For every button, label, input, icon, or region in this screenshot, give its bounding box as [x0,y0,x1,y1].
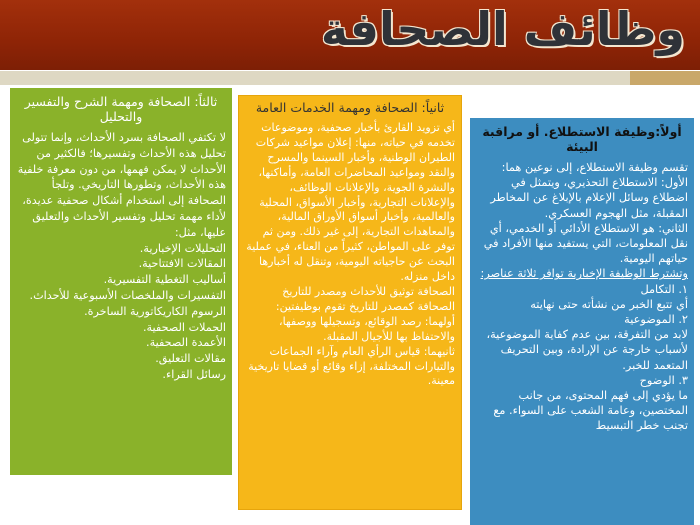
decorative-bar-accent [630,71,700,85]
text-line: أي تزويد القارئ بأخبار صحفية، وموضوعات تخدمه في حياته، منها: إعلان مواعيد شركات الطيران الوطنية، وأخبار السينما والمسرح والنقد ومواعيد المحاضرات العامة، وأماكنها، والنشرة الجوية، والإعلانات الوظائف، والإعلانات التجارية، وأخبار الأسواق، المحلية والعالمية، وأخبار أسواق الأوراق المالية، والمعاهدات التجارية، إلى غير ذلك. ومن ثم توفر على المواطن، كثيراً من العناء، في عملية البحث عن حاجياته اليومية، وتنقل له أخبارها داخل منزله. [246,121,455,284]
column-heading: أولاً:وظيفة الاستطلاع. أو مراقبة البيئة [482,124,682,154]
column-second-public-services [238,95,462,510]
column-body [476,160,688,434]
column-heading: ثالثاً: الصحافة ومهمة الشرح والتفسير والتحليل [24,94,218,124]
text-line: ٣. الوضوح [639,373,688,387]
text-line: الأعمدة الصحفية. [146,336,226,350]
column-third-explanation [10,88,232,475]
title-band [0,0,700,70]
text-line: الصحافة توثيق للأحداث ومصدر للتاريخ الصحافة كمصدر للتاريخ تقوم بوظيفتين: [275,284,455,313]
text-line: ثانيهما: قياس الرأي العام وآراء الجماعات والتيارات المختلفة، إزاء وقائع أو قضايا تاريخية معينة. [248,344,455,388]
text-line: مقالات التعليق. [155,352,226,366]
column-first-surveillance [470,118,694,525]
text-line: لا تكتفي الصحافة بسرد الأحداث، وإنما تتولى تحليل هذه الأحداث وتفسيرها؛ فالكثير من الأحداث لا يمكن فهمها، من دون معرفة خلفية هذه الأحداث، وتطورها التاريخي. وتلجأ الصحافة إلى استخدام أشكال صحفية عديدة، لأداء مهمة تحليل وتفسير الأحداث والتعليق عليها، مثل: [17,131,226,239]
text-line: أساليب التغطية التفسيرية. [103,273,226,287]
text-line: الرسوم الكاريكاتورية الساخرة. [84,304,226,318]
text-line: المقالات الافتتاحية. [138,257,226,271]
text-line: الحملات الصحفية. [143,320,226,334]
text-line: أولهما: رصد الوقائع، وتسجيلها ووصفها، والاحتفاظ بها للأجيال المقبلة. [279,314,455,343]
column-heading: ثانياً: الصحافة ومهمة الخدمات العامة [255,100,445,115]
text-line: لابد من التفرقة، بين عدم كفاية الموضوعية، لأسباب خارجة عن الإرادة، وبين التحريف المتعمد للخبر. [486,328,688,372]
text-line: التفسيرات والملخصات الأسبوعية للأحداث. [29,288,226,302]
text-line: أي تتبع الخبر من نشأته حتى نهايته [530,297,688,311]
column-body [245,121,455,389]
text-line: ١. التكامل [640,282,688,296]
column-body [16,130,226,383]
text-line: ٢. الموضوعية [624,313,688,327]
text-line: ما يؤدي إلى فهم المحتوى، من جانب المختصين، وعامة الشعب على السواء. مع تجنب خطر التبسيط [493,389,688,433]
slide-title: وظائف الصحافة [320,2,685,56]
decorative-bar [0,71,700,85]
text-line: التحليلات الإخبارية. [139,241,226,255]
text-line: الثاني: هو الاستطلاع الأدائي أو الخدمي، أي نقل المعلومات، التي يستفيد منها الأفراد في حياتهم اليومية. [483,221,688,266]
text-line: رسائل القراء. [162,367,226,381]
text-line: وتشترط الوظيفة الإخبارية توافر ثلاثة عناصر: [480,267,688,281]
text-line: الأول: الاستطلاع التحذيري، ويتمثل في اضطلاع وسائل الإعلام بالإبلاغ عن المخاطر المقبلة، مثل الهجوم العسكري. [490,176,688,220]
text-line: تقسم وظيفة الاستطلاع، إلى نوعين هما: [501,161,688,174]
